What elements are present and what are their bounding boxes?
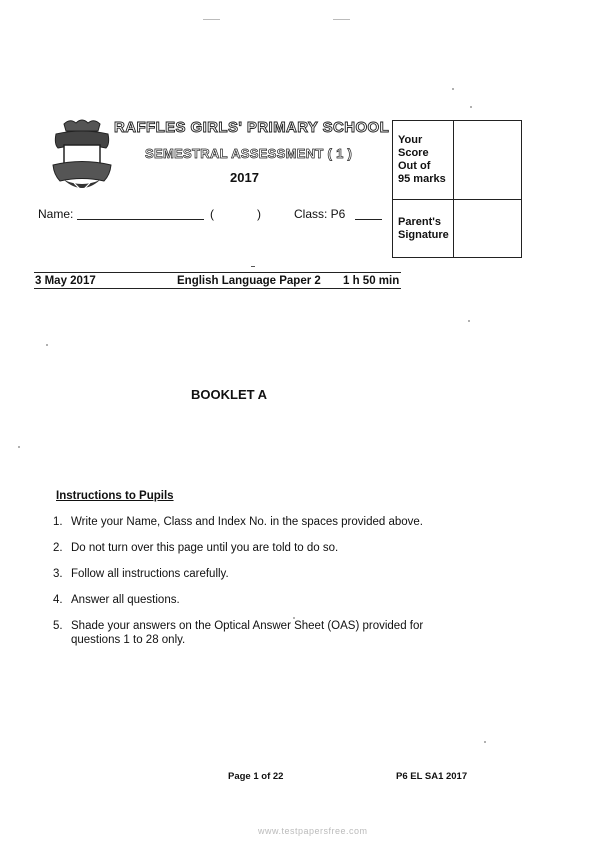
scan-mark: [333, 19, 350, 20]
instruction-item: [53, 541, 453, 555]
score-label: [398, 134, 452, 186]
paper-title: English Language Paper 2: [177, 275, 321, 287]
scan-mark: [251, 266, 255, 267]
school-name: RAFFLES GIRLS' PRIMARY SCHOOL: [114, 119, 390, 136]
score-label-line: Your: [398, 134, 423, 146]
instruction-number: 4.: [53, 594, 63, 606]
signature-label-line: Signature: [398, 229, 449, 241]
scan-speck: [470, 106, 472, 108]
instruction-text: Do not turn over this page until you are told to do so.: [71, 542, 339, 554]
score-label-line: Out of: [398, 160, 431, 172]
score-box: [392, 120, 522, 258]
divider-line: [34, 272, 401, 273]
exam-duration: 1 h 50 min: [343, 275, 400, 287]
instructions-title: Instructions to Pupils: [56, 490, 174, 502]
instruction-text: Write your Name, Class and Index No. in the spaces provided above.: [71, 516, 423, 528]
scan-mark: [203, 19, 220, 20]
paper-code: P6 EL SA1 2017: [396, 771, 468, 782]
class-label: Class: P6: [294, 207, 346, 221]
scan-speck: [452, 88, 454, 90]
instruction-item: [53, 515, 453, 529]
scan-speck: [468, 320, 470, 322]
name-label: Name:: [38, 207, 74, 221]
instruction-number: 3.: [53, 568, 63, 580]
instruction-text: Shade your answers on the Optical Answer Sheet (OAS) provided for questions 1 to 28 only.: [71, 620, 424, 646]
instruction-item: [53, 593, 453, 607]
watermark: www.testpapersfree.com: [258, 826, 368, 836]
index-close-paren: ): [257, 207, 261, 221]
instruction-item: [53, 619, 453, 647]
instruction-number: 2.: [53, 542, 63, 554]
score-label-line: 95 marks: [398, 173, 446, 185]
index-open-paren: (: [210, 207, 214, 221]
exam-date: 3 May 2017: [35, 275, 96, 287]
divider-line: [34, 288, 401, 289]
score-label-line: Score: [398, 147, 429, 159]
instructions-list: [53, 515, 453, 647]
assessment-title: SEMESTRAL ASSESSMENT ( 1 ): [145, 146, 353, 161]
school-crest-logo: [50, 118, 114, 196]
scan-speck: [18, 446, 20, 448]
instruction-item: [53, 567, 453, 581]
scan-speck: [293, 617, 295, 619]
parent-signature-label: [398, 216, 452, 242]
signature-label-line: Parent's: [398, 216, 441, 228]
assessment-year: 2017: [230, 170, 259, 185]
scan-speck: [46, 344, 48, 346]
instruction-number: 1.: [53, 516, 63, 528]
instruction-number: 5.: [53, 620, 63, 632]
instruction-text: Answer all questions.: [71, 594, 180, 606]
score-box-divider: [393, 199, 521, 200]
instruction-text: Follow all instructions carefully.: [71, 568, 229, 580]
class-field[interactable]: [355, 219, 382, 220]
booklet-heading: BOOKLET A: [191, 387, 268, 402]
scan-speck: [484, 741, 486, 743]
page-number: Page 1 of 22: [228, 771, 284, 782]
score-box-divider: [453, 121, 454, 257]
name-field[interactable]: [77, 219, 204, 220]
